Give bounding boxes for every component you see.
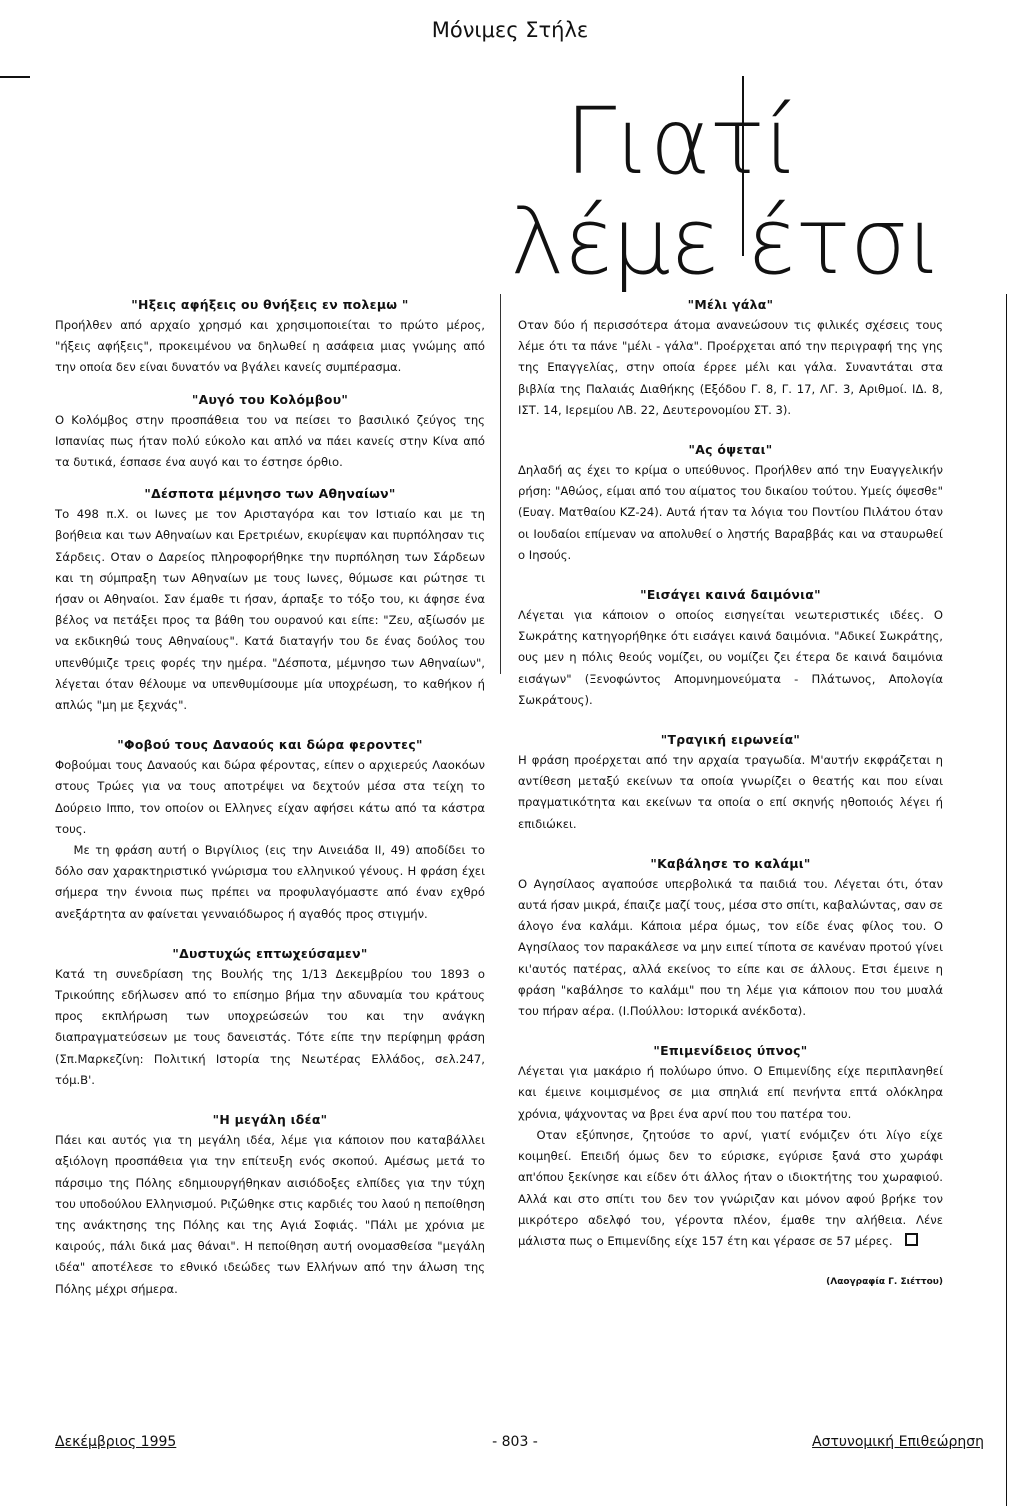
author-signature: (Λαογραφία Γ. Σιέττου) [826, 1277, 943, 1288]
article [55, 483, 485, 716]
article [518, 584, 943, 711]
article [55, 389, 485, 474]
article-paragraph: Λέγεται για μακάριο ή πολύωρο ύπνο. Ο Επιμενίδης είχε περιπλανηθεί και έμεινε κοιμισμένος σε μια σπηλιά επί πενήντα επτά ολόκληρα χρόνια, ψάχνοντας να βρει ένα αρνί που του πατέρα του. [518, 1064, 943, 1121]
article-heading: "Καβάλησε το καλάμι" [650, 855, 811, 871]
end-mark-icon [905, 1233, 918, 1246]
section-label: Μόνιμες Στήλε [431, 18, 589, 42]
article [518, 439, 943, 566]
article-paragraph: Φοβούμαι τους Δαναούς και δώρα φέροντας, είπεν ο αρχιερεύς Λαοκόων στους Τρώες για να τους αποτρέψει να δεχτούν μέσα στα τείχη το Δούρειο Ιππο, τον οποίον οι Ελληνες είχαν αφήσει κάτω από τα κάστρα τους. [55, 758, 485, 836]
article [55, 943, 485, 1091]
article-paragraph: Ο Κολόμβος στην προσπάθεια του να πείσει το βασιλικό ζεύγος της Ισπανίας πως ήταν πολύ εύκολο και απλό να πάει κανείς στην Κίνα από τα δυτικά, έσπασε ένα αυγό και το έστησε όρθιο. [55, 412, 485, 470]
top-rule [0, 76, 30, 78]
article-paragraph: Η φράση προέρχεται από την αρχαία τραγωδία. Μ'αυτήν εκφράζεται η αντίθεση μεταξύ εκείνων τα οποία γνωρίζει ο θεατής και που είναι πραγματικότητα και εκείνων τα οποία ο επί σκηνής ηθοποιός λέγει ή επιδιώκει. [518, 753, 943, 831]
article-heading: "Ηξεις αφήξεις ου θνήξεις εν πολεμω " [131, 297, 409, 312]
article [55, 1109, 485, 1300]
article [55, 734, 485, 925]
article-heading: "Η μεγάλη ιδέα" [212, 1112, 328, 1128]
article-paragraph: Λέγεται για κάποιον ο οποίος εισηγείται νεωτεριστικές ιδέες. Ο Σωκράτης κατηγορήθηκε ότι εισάγει καινά δαιμόνια. "Αδικεί Σωκράτης, ους μεν η πόλις θεούς νομίζει, ου νομίζει ζει έτερα δε καινά δαιμόνια εισάγων" (Ξενοφώντος Απομνημονεύματα - Πλάτωνος, Απολογία Σωκράτους). [518, 608, 943, 707]
footer-publication: Αστυνομική Επιθεώρηση [812, 1434, 984, 1450]
article-heading: "Εισάγει καινά δαιμόνια" [640, 587, 821, 603]
article-paragraph-text: Οταν εξύπνησε, ζητούσε το αρνί, γιατί ενόμιζεν ότι λίγο είχε κοιμηθεί. Επειδή όμως δεν το εύρισκε, εγύρισε ξανά στο χωράφι απ'όπου ξεκίνησε και είδεν ότι άλλος ήταν ο ιδιοκτήτης του χωραφιού. Αλλά και στο σπίτι του δεν τον γνώριζαν και μόνον αφού βρήκε τον μικρότερο αδελφό του, γέροντα πλέον, έμαθε την αλήθεια. Λένε μάλιστα πως ο Επιμενίδης είχε 157 έτη και γέρασε σε 57 μέρες. [518, 1127, 943, 1248]
footer-date: Δεκέμβριος 1995 [55, 1434, 177, 1450]
article [55, 294, 485, 379]
main-title-line-1: Γιατί [565, 88, 799, 195]
article-heading: "Τραγική ειρωνεία" [660, 732, 801, 748]
article-heading: "Αυγό του Κολόμβου" [191, 391, 349, 407]
article-paragraph: Δηλαδή ας έχει το κρίμα ο υπεύθυνος. Προήλθεν από την Ευαγγελικήν ρήση: "Αθώος, είμαι από του αίματος του δικαίου τούτου. Υμείς όψεσθε" (Ευαγ. Ματθαίου ΚΖ-24). Αυτά ήταν τα λόγια του Ποντίου Πιλάτου όταν οι Ιουδαίοι επίμεναν να απολυθεί ο ληστής Βαραββάς και να σταυρωθεί ο Ιησούς. [518, 463, 943, 562]
article-paragraph [518, 1125, 943, 1252]
page-side-rule [1006, 294, 1007, 1506]
article-paragraph: Το 498 π.Χ. οι Ιωνες με τον Αρισταγόρα και τον Ιστιαίο και με τη βοήθεια και των Αθηναίων και Ερετριέων, εκυρίεψαν και πυρπόλησαν τις Σάρδεις. Οταν ο Δαρείος πληροφορήθηκε την πυρπόληση των Σάρδεων και τη σύμπραξη των Αθηναίων με τους Ιωνες, θύμωσε και ρώτησε τι ήσαν οι Αθηναίοι. Σαν έμαθε τι ήσαν, άρπαξε το τόξο του, κι άφησε ένα βέλος να πετάξει προς τα βάθη του ουρανού και είπε: "Ζευ, αξίωσόν με να εκδικηθώ τους Αθηναίους". Κατά διαταγήν του δε ένας δούλος του υπενθύμιζε τρεις φορές την ημέρα. "Δέσποτα, μέμνησο των Αθηναίων", λέγεται όταν θέλουμε να υπενθυμίσουμε μία υποχρέωση, το καθήκον ή απλώς "μη με ξεχνάς". [55, 507, 485, 713]
article-paragraph: Κατά τη συνεδρίαση της Βουλής της 1/13 Δεκεμβρίου του 1893 ο Τρικούπης εδήλωσεν από το επίσημο βήμα την αδυναμία του κράτους προς εκπλήρωση των υποχρεώσεών του και την ανάγκη διαπραγματεύσεων με τους δανειστάς. Τότε είπε την περίφημη φράση (Σπ.Μαρκεζίνη: Πολιτική Ιστορία της Νεωτέρας Ελλάδος, σελ.247, τόμ.Β'. [55, 966, 485, 1087]
main-title-line-2: λέμε έτσι [510, 188, 942, 295]
article [518, 729, 943, 835]
article-paragraph: Πάει και αυτός για τη μεγάλη ιδέα, λέμε για κάποιον που καταβάλλει αξιόλογη προσπάθεια για την επίτευξη ενός σκοπού. Αμέσως μετά το πάρσιμο της Πόλης εδημιουργήθηκαν αισιόδοξες ελπίδες για την τύχη του υποδούλου Ελληνισμού. Ριζώθηκε στις καρδιές του λαού η πεποίθηση της ανάκτησης της Πόλης και της Αγιά Σοφιάς. "Πάλι με χρόνια με καιρούς, πάλι δικά μας θάναι". Η πεποίθηση αυτή ονομασθείσα "μεγάλη ιδέα" αποτέλεσε το εθνικό ιδεώδες των Ελλήνων από την άλωση της Πόλης μέχρι σήμερα. [55, 1133, 485, 1296]
article-paragraph: Οταν δύο ή περισσότερα άτομα ανανεώσουν τις φιλικές σχέσεις τους λέμε ότι τα πάνε "μέλι - γάλα". Προέρχεται από την περιγραφή της γης της Επαγγελίας, στην οποία έρρεε μέλι και γάλα. Συναντάται στα βιβλία της Παλαιάς Διαθήκης (Εξόδου Γ. 8, Γ. 17, ΛΓ. 3, Αριθμοί. ΙΔ. 8, ΙΣΤ. 14, Ιερεμίου ΛΒ. 22, Δευτερονομίου ΣΤ. 3). [518, 318, 943, 417]
article-paragraph: Προήλθεν από αρχαίο χρησμό και χρησιμοποιείται το πρώτο μέρος, "ήξεις αφήξεις", προκειμένου να δηλωθεί η ασάφεια μιας γνώμης από την οποία δεν είναι δυνατόν να βγάλει κανείς συμπέρασμα. [55, 318, 485, 375]
article-heading: "Δέσποτα μέμνησο των Αθηναίων" [144, 486, 396, 502]
footer-page-number: - 803 - [492, 1434, 538, 1450]
column-divider [500, 294, 501, 674]
article [518, 853, 943, 1022]
article-heading: "Επιμενίδειος ύπνος" [653, 1043, 808, 1059]
main-title [500, 88, 970, 295]
article-heading: "Φοβού τους Δαναούς και δώρα φεροντες" [117, 737, 423, 753]
article-heading: "Ας όψεται" [688, 442, 773, 458]
article-paragraph: Ο Αγησίλαος αγαπούσε υπερβολικά τα παιδιά του. Λέγεται ότι, όταν αυτά ήσαν μικρά, έπαιζε μαζί τους, μέσα στο σπίτι, καβαλώντας, σαν σε άλογο ένα καλάμι. Κάποια μέρα όμως, τον είδε ένας φίλος του. Ο Αγησίλαος τον παρακάλεσε να μην ειπεί τίποτα σε κανέναν προτού γίνει κι'αυτός πατέρας, αλλά εκείνος το είπε και σε άλλους. Ετσι έμεινε η φράση "καβάλησε το καλάμι" που τη λέμε για κάποιον που του μυαλά του πήραν αέρα. (Ι.Πούλλου: Ιστορικά ανέκδοτα). [518, 876, 943, 1019]
right-column [518, 294, 943, 1296]
article-heading: "Δυστυχώς επτωχεύσαμεν" [172, 945, 368, 961]
page-footer [0, 1434, 1024, 1458]
article-paragraph: Με τη φράση αυτή ο Βιργίλιος (εις την Αινειάδα ΙΙ, 49) αποδίδει το δόλο σαν χαρακτηριστικό γνώρισμα του ελληνικού γένους. Η φράση έχει σήμερα την έννοια πως πρέπει να προφυλαγόμαστε από έναν εχθρό ανεξάρτητα αν φαίνεται γενναιόδωρος ή αγαθός προς στιγμήν. [55, 843, 485, 921]
article [518, 1040, 943, 1252]
left-column [55, 294, 485, 1300]
article-heading: "Μέλι γάλα" [687, 297, 774, 312]
article [518, 294, 943, 421]
